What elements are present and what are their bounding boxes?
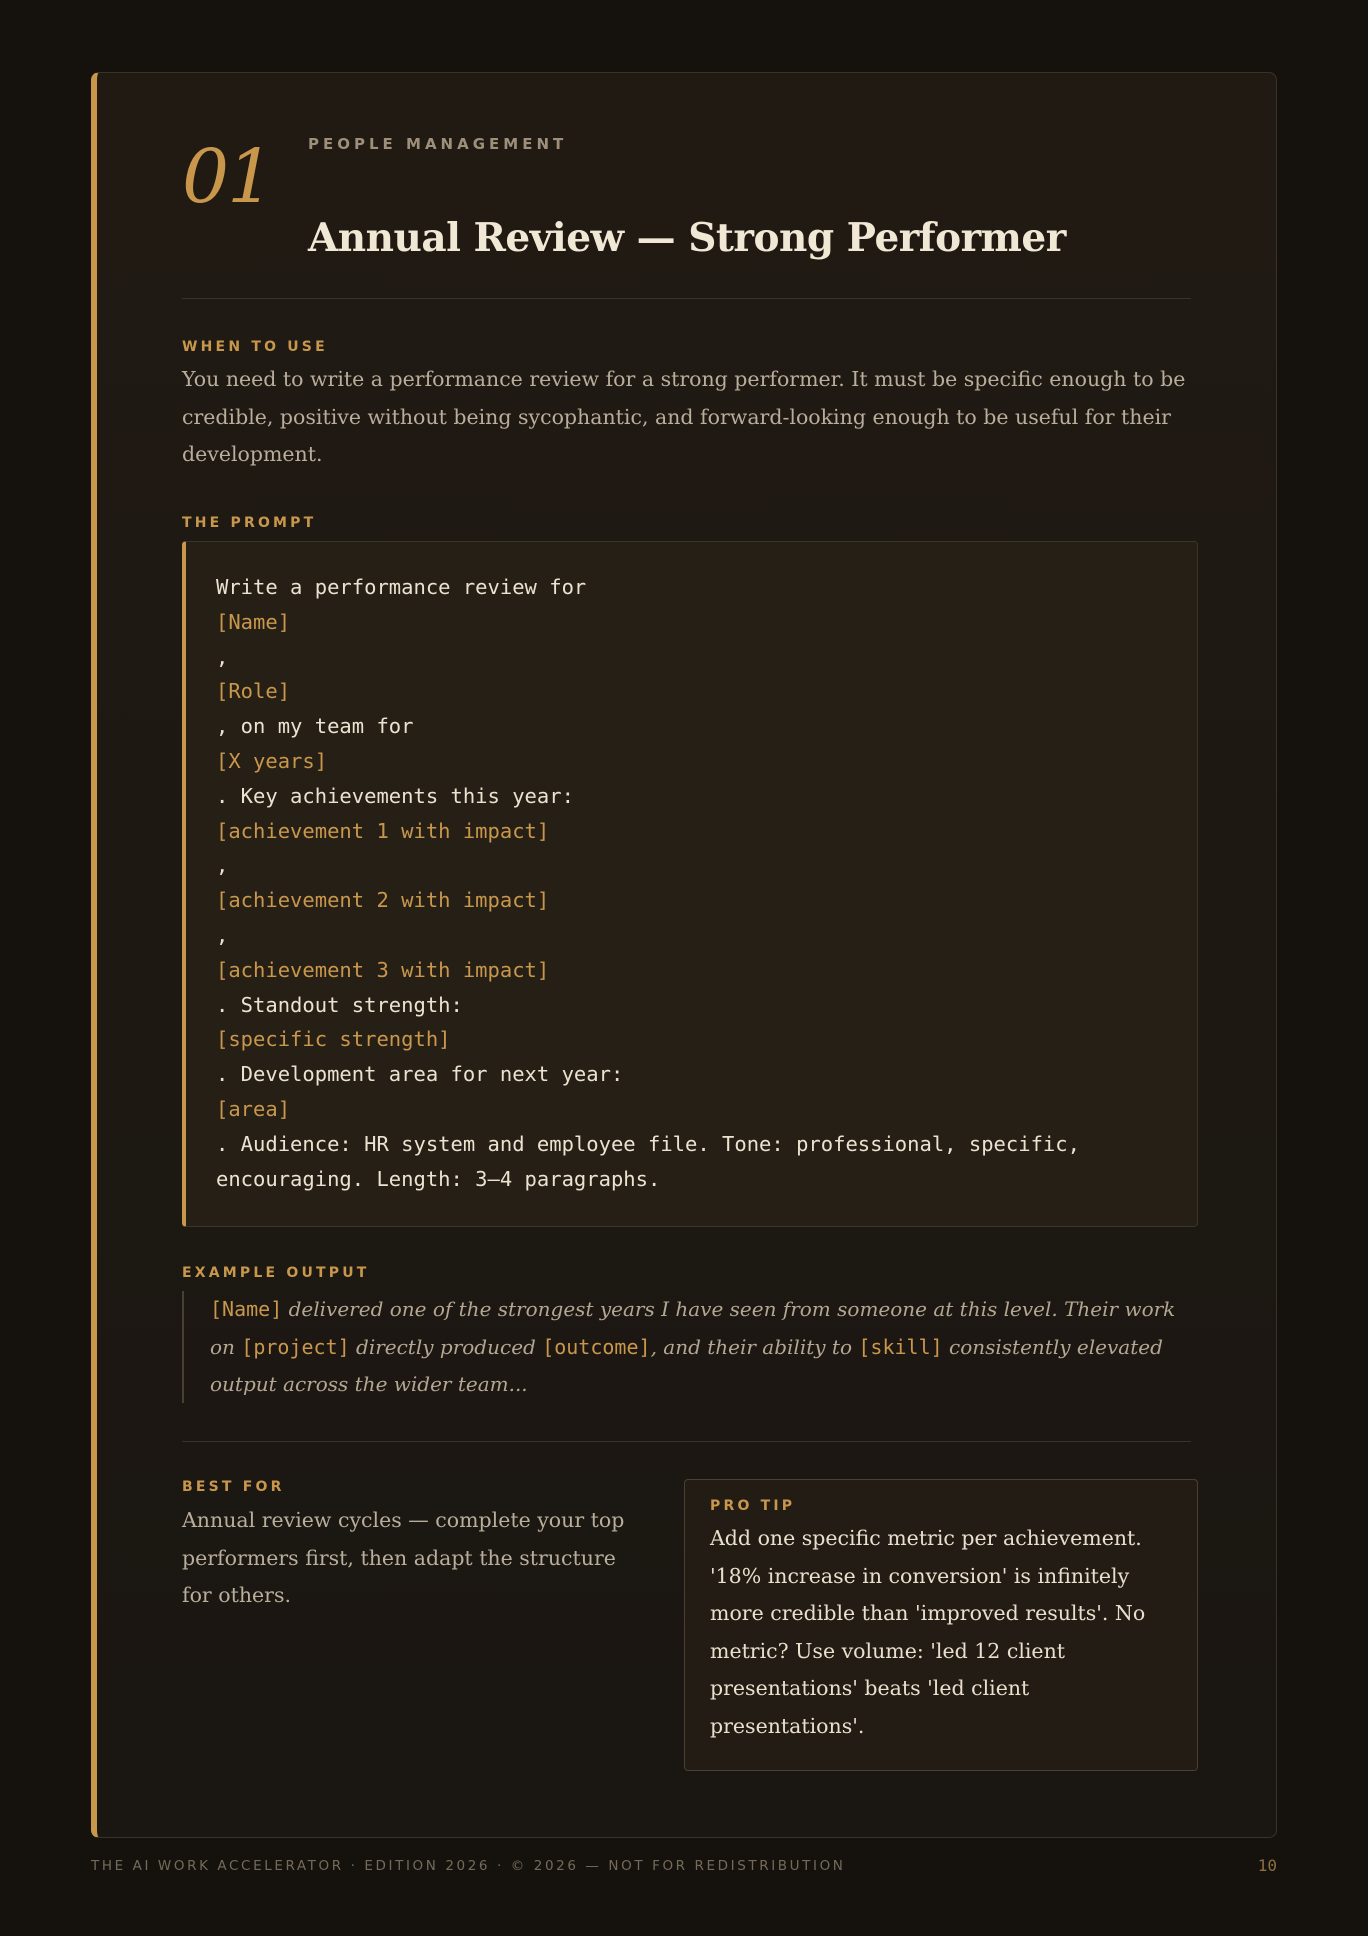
card-header xyxy=(182,134,1191,261)
example-text: delivered one of the strongest years I have seen from someone at this level. Their work on xyxy=(210,1297,1176,1359)
prompt-line: Write a performance review for xyxy=(216,575,587,599)
prompt-box[interactable] xyxy=(182,541,1198,1227)
prompt-line: , on my team for xyxy=(216,714,414,739)
when-to-use-text: You need to write a performance review for a strong performer. It must be specific enough to be credible, positive without being sycophantic, and forward-looking enough to be useful for their development. xyxy=(182,367,1186,466)
prompt-line: encouraging. Length: 3–4 paragraphs. xyxy=(216,1166,661,1191)
prompt-line: . Standout strength: xyxy=(216,992,463,1017)
example-text: consistently elevated output across the wider team... xyxy=(210,1334,1163,1396)
page-number: 10 xyxy=(1257,1856,1277,1875)
prompt-line: , xyxy=(216,922,229,947)
pro-tip-text: Add one specific metric per achievement. '18% increase in conversion' is infinitely more credible than 'improved results'. No metric? Use volume: 'led 12 client presentations' beats 'led client presentations'. xyxy=(710,1526,1146,1738)
best-for-text: Annual review cycles — complete your top performers first, then adapt the structure for others. xyxy=(182,1508,625,1607)
card-title: Annual Review — Strong Performer xyxy=(308,215,1066,261)
example-text: directly produced xyxy=(349,1334,543,1359)
card-number: 01 xyxy=(182,134,273,220)
prompt-placeholder: [achievement 1 with impact] xyxy=(216,818,550,843)
prompt-placeholder: [X years] xyxy=(216,748,328,773)
prompt-line: , xyxy=(216,853,229,878)
prompt-line: . Audience: HR system and employee file. Tone: professional, specific, xyxy=(216,1131,1080,1156)
example-output-label: EXAMPLE OUTPUT xyxy=(182,1265,370,1281)
prompt-card xyxy=(91,72,1277,1838)
best-for-label: BEST FOR xyxy=(182,1479,285,1495)
example-placeholder: [project] xyxy=(241,1334,350,1359)
prompt-placeholder: [achievement 3 with impact] xyxy=(216,957,550,982)
section-divider xyxy=(182,1441,1191,1442)
example-output xyxy=(182,1291,1198,1403)
prompt-placeholder: [achievement 2 with impact] xyxy=(216,888,550,913)
example-placeholder: [outcome] xyxy=(542,1334,651,1359)
prompt-placeholder: [Name] xyxy=(216,609,291,634)
example-placeholder: [skill] xyxy=(858,1334,943,1359)
prompt-line: , xyxy=(216,644,229,669)
prompt-line: . Development area for next year: xyxy=(216,1062,624,1087)
prompt-placeholder: [specific strength] xyxy=(216,1027,451,1052)
prompt-placeholder: [area] xyxy=(216,1096,291,1121)
example-placeholder: [Name] xyxy=(210,1297,283,1321)
prompt-placeholder: [Role] xyxy=(216,679,291,704)
header-divider xyxy=(182,298,1191,299)
card-category: PEOPLE MANAGEMENT xyxy=(308,135,568,153)
pro-tip-label: PRO TIP xyxy=(710,1498,796,1514)
pro-tip-box xyxy=(684,1479,1198,1771)
footer-text: THE AI WORK ACCELERATOR · EDITION 2026 · © 2026 — NOT FOR REDISTRIBUTION xyxy=(91,1858,846,1874)
prompt-line: . Key achievements this year: xyxy=(216,783,574,808)
when-to-use-label: WHEN TO USE xyxy=(182,339,328,355)
example-text: , and their ability to xyxy=(650,1334,859,1359)
prompt-label: THE PROMPT xyxy=(182,515,317,531)
